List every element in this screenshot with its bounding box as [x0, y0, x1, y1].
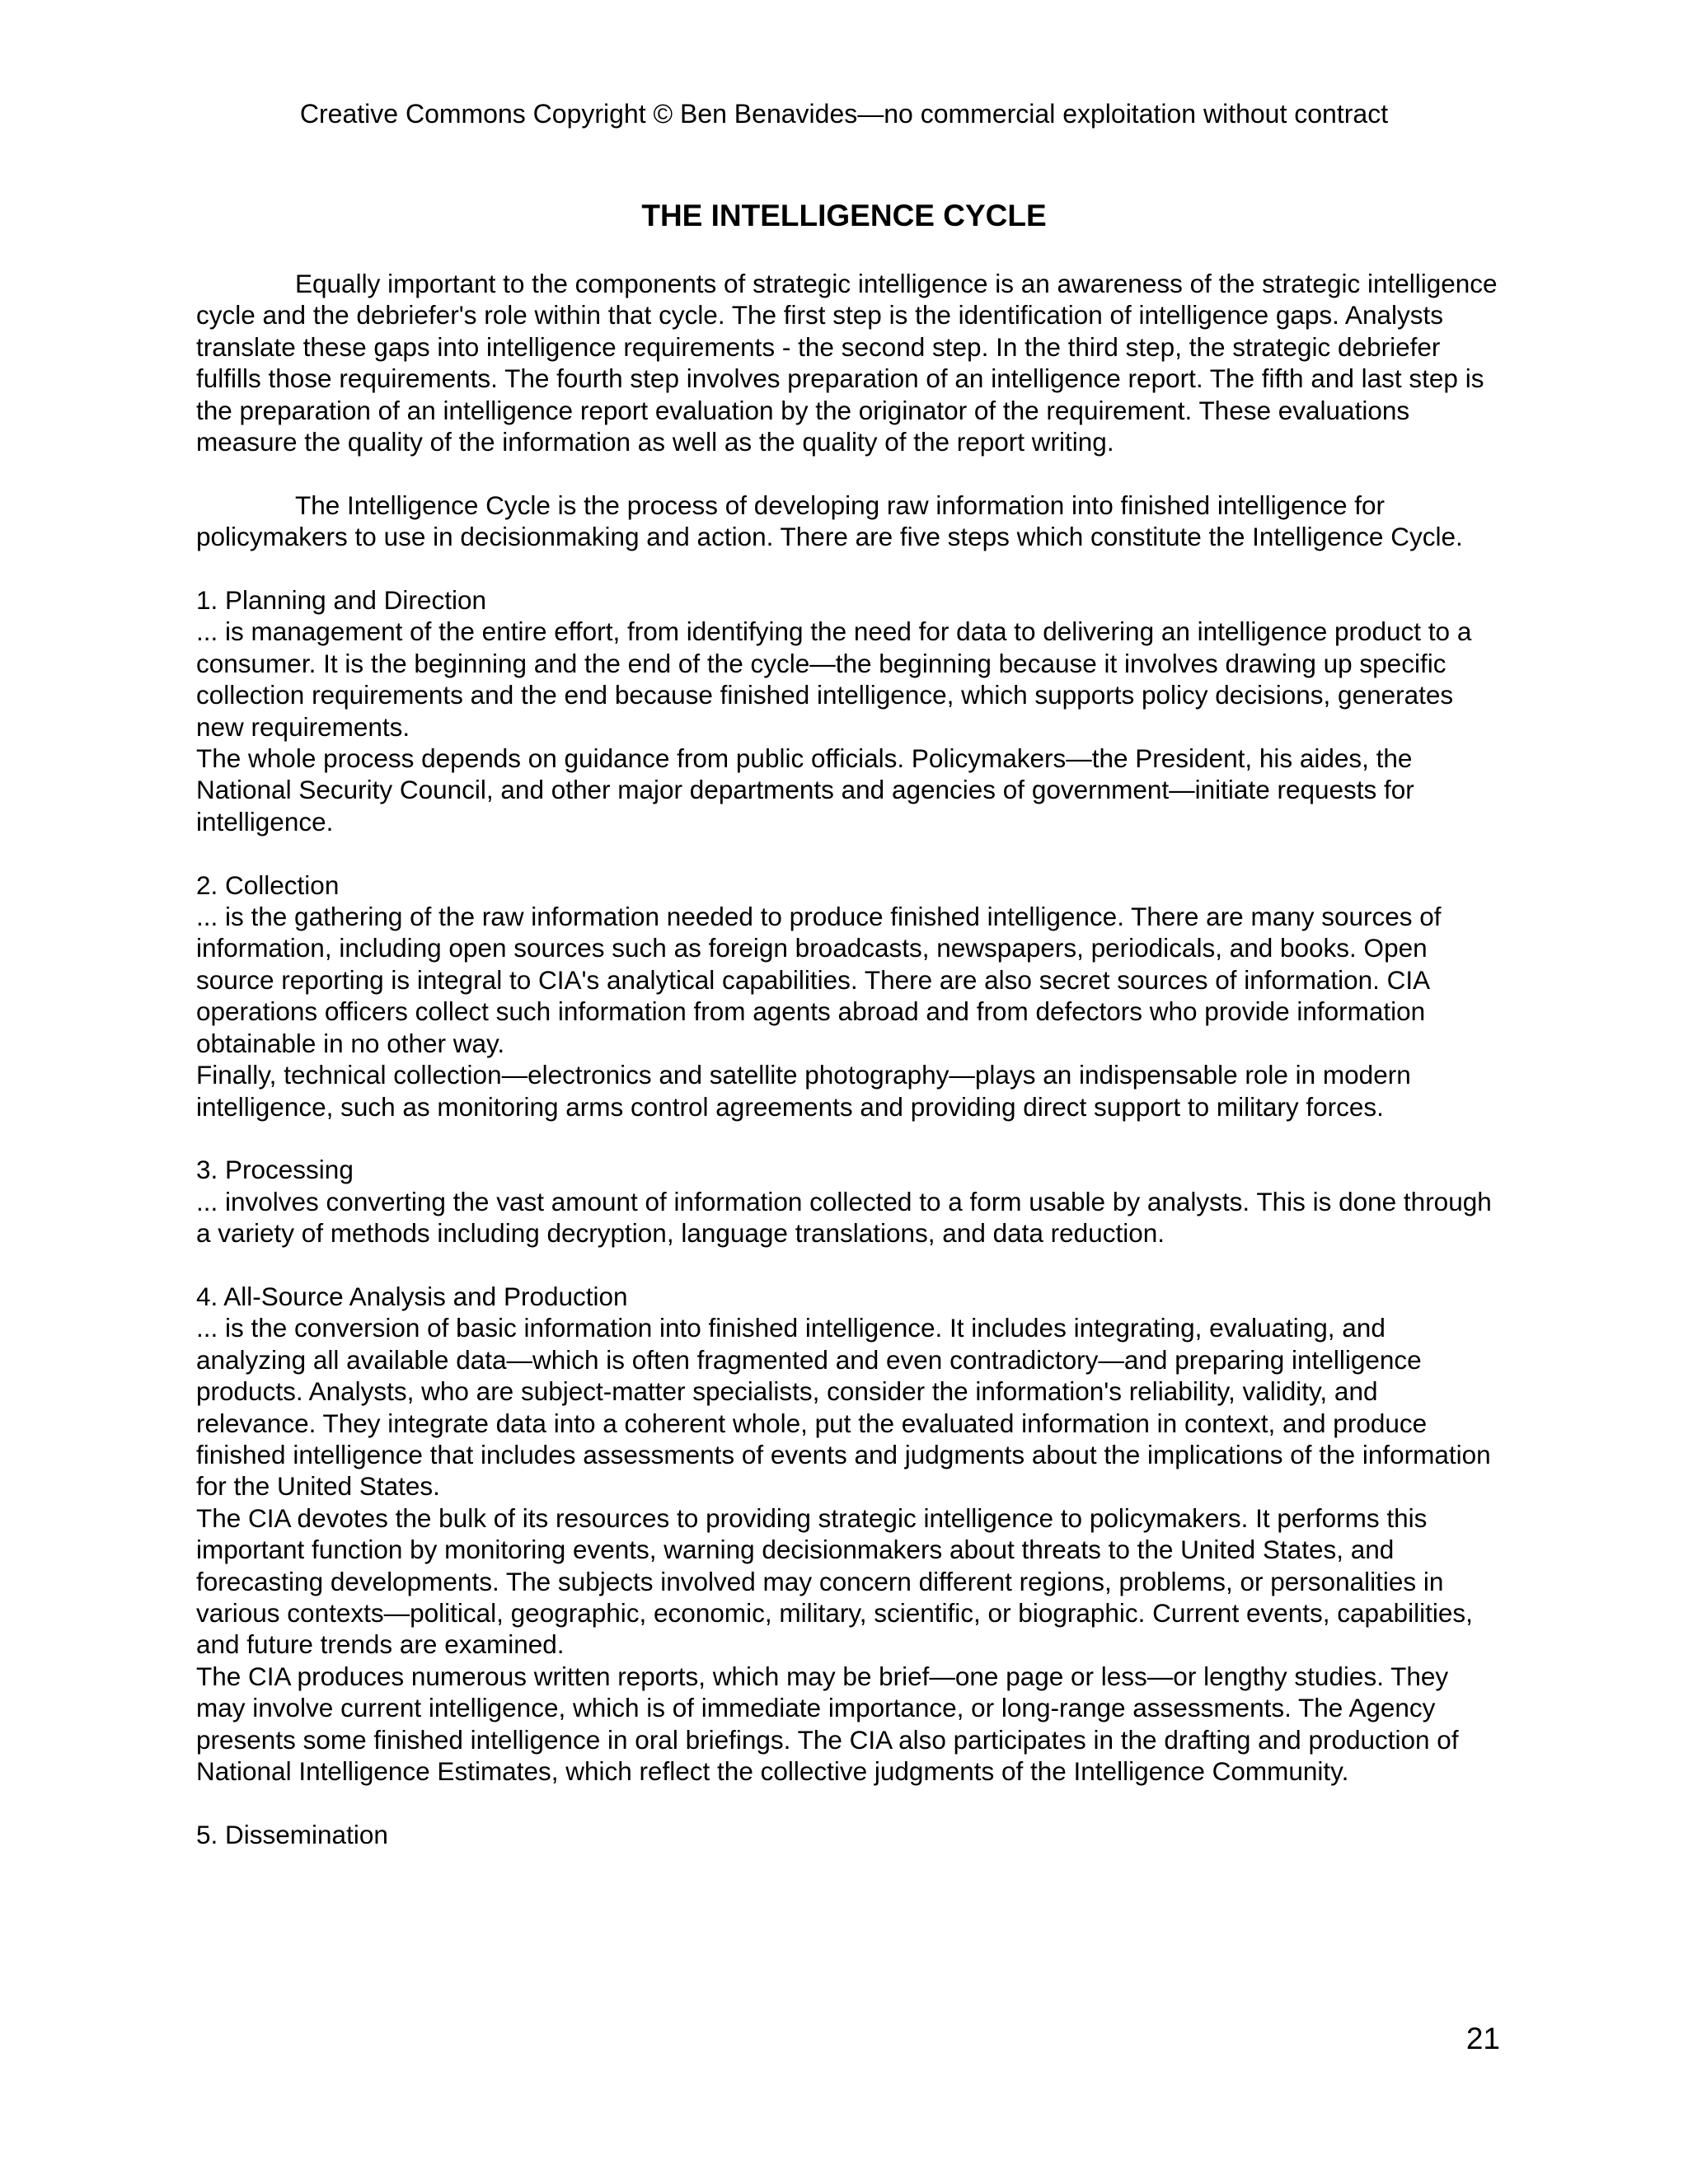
page-title: THE INTELLIGENCE CYCLE [641, 199, 1047, 232]
section-heading: 5. Dissemination [196, 1819, 388, 1849]
section-paragraph: The CIA produces numerous written reports, which may be brief—one page or less—or lengthy studies. They may involve current intelligence, which is of immediate importance, or long-range assessments. The Agency presents some finished intelligence in oral briefings. The CIA also participates in the drafting and production of National Intelligence Estimates, which reflect the collective judgments of the Intelligence Community. [196, 1661, 1459, 1787]
section-paragraph: Finally, technical collection—electronics and satellite photography—plays an indispensable role in modern intelligence, such as monitoring arms control agreements and providing direct support to military forces. [196, 1060, 1411, 1122]
intro-paragraph: Equally important to the components of strategic intelligence is an awareness of the strategic intelligence cycle and the debriefer's role within that cycle. The first step is the identification of intelligence gaps. Analysts translate these gaps into intelligence requirements - the second step. In the third step, the strategic debriefer fulfills those requirements. The fourth step involves preparation of an intelligence report. The fifth and last step is the preparation of an intelligence report evaluation by the originator of the requirement. These evaluations measure the quality of the information as well as the quality of the report writing. [196, 269, 1498, 457]
section-paragraph: ... involves converting the vast amount of information collected to a form usable by analysts. This is done through a variety of methods including decryption, language translations, and data reduction. [196, 1186, 1492, 1249]
page-number: 21 [1465, 2022, 1500, 2055]
copyright-notice: Creative Commons Copyright © Ben Benavides—no commercial exploitation without contract [299, 99, 1389, 129]
section-paragraph: ... is the conversion of basic information into finished intelligence. It includes integrating, evaluating, and analyzing all available data—which is often fragmented and even contradictory—and preparing intelligence products. Analysts, who are subject-matter specialists, consider the information's reliability, validity, and relevance. They integrate data into a coherent whole, put the evaluated information in context, and produce finished intelligence that includes assessments of events and judgments about the implications of the information for the United States. [196, 1313, 1491, 1502]
document-body [196, 268, 1498, 1850]
section-heading: 3. Processing [196, 1155, 354, 1185]
section-paragraph: The whole process depends on guidance from public officials. Policymakers—the President, his aides, the National Security Council, and other major departments and agencies of government—initiate requests for intelligence. [196, 743, 1414, 837]
section-heading: 4. All-Source Analysis and Production [196, 1281, 628, 1311]
section-heading: 1. Planning and Direction [196, 585, 486, 616]
intro-paragraph: The Intelligence Cycle is the process of developing raw information into finished intelligence for policymakers to use in decisionmaking and action. There are five steps which constitute the Intelligence Cycle. [196, 490, 1463, 552]
section-paragraph: The CIA devotes the bulk of its resources to providing strategic intelligence to policymakers. It performs this important function by monitoring events, warning decisionmakers about threats to the United States, and forecasting developments. The subjects involved may concern different regions, problems, or personalities in various contexts—political, geographic, economic, military, scientific, or biographic. Current events, capabilities, and future trends are examined. [196, 1502, 1473, 1660]
section-paragraph: ... is the gathering of the raw information needed to produce finished intelligence. There are many sources of information, including open sources such as foreign broadcasts, newspapers, periodicals, and books. Open source reporting is integral to CIA's analytical capabilities. There are also secret sources of information. CIA operations officers collect such information from agents abroad and from defectors who provide information obtainable in no other way. [196, 902, 1442, 1058]
section-heading: 2. Collection [196, 869, 340, 900]
section-paragraph: ... is management of the entire effort, from identifying the need for data to delivering an intelligence product to a consumer. It is the beginning and the end of the cycle—the beginning because it involves drawing up specific collection requirements and the end because finished intelligence, which supports policy decisions, generates new requirements. [196, 616, 1472, 742]
